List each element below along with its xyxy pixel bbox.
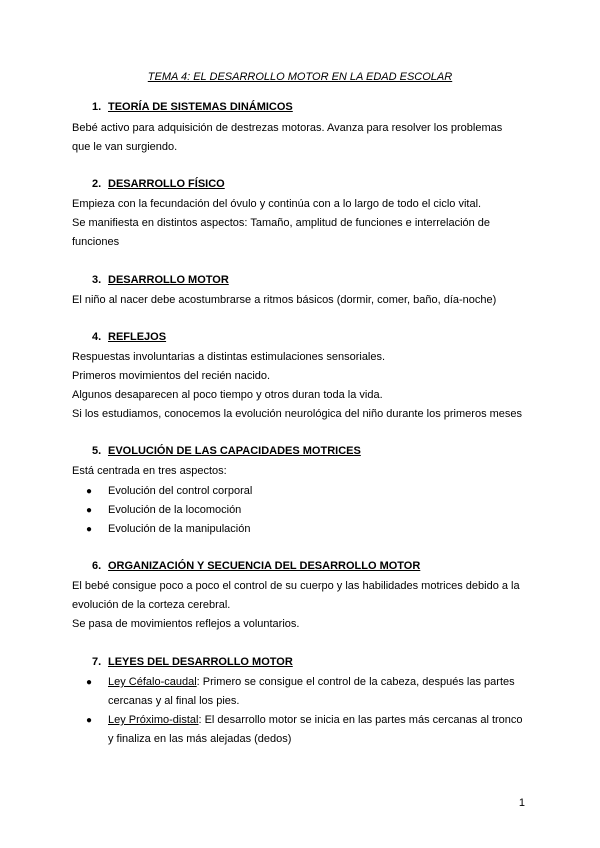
paragraph-line: El bebé consigue poco a poco el control de su cuerpo y las habilidades motrices debido a la xyxy=(72,580,520,592)
law-term: Ley Céfalo-caudal xyxy=(108,676,197,688)
paragraph-line: Empieza con la fecundación del óvulo y continúa con a lo largo de todo el ciclo vital. xyxy=(72,198,482,210)
section-title: EVOLUCIÓN DE LAS CAPACIDADES MOTRICES xyxy=(108,445,361,457)
paragraph-line: evolución de la corteza cerebral. xyxy=(72,599,231,611)
paragraph-line: que le van surgiendo. xyxy=(72,141,178,153)
law-description-cont: y finaliza en las más alejadas (dedos) xyxy=(108,733,292,745)
paragraph-line: Se manifiesta en distintos aspectos: Tamaño, amplitud de funciones e interrelación de xyxy=(72,217,491,229)
paragraph-line: Algunos desaparecen al poco tiempo y otros duran toda la vida. xyxy=(72,389,383,401)
section-number: 3. xyxy=(92,274,102,286)
paragraph-line: Si los estudiamos, conocemos la evolución neurológica del niño durante los primeros meses xyxy=(72,408,523,420)
list-item-text: Evolución del control corporal xyxy=(108,485,253,497)
list-item-text: Evolución de la manipulación xyxy=(108,523,251,535)
paragraph-line: Primeros movimientos del recién nacido. xyxy=(72,370,271,382)
section-number: 1. xyxy=(92,101,102,113)
bullet-icon: ● xyxy=(86,505,93,516)
section-title: DESARROLLO MOTOR xyxy=(108,274,229,286)
section-number: 7. xyxy=(92,656,102,668)
paragraph-line: Respuestas involuntarias a distintas estimulaciones sensoriales. xyxy=(72,351,386,363)
law-description: : Primero se consigue el control de la cabeza, después las partes xyxy=(196,676,515,688)
paragraph-line: funciones xyxy=(72,236,120,248)
law-term: Ley Próximo-distal xyxy=(108,714,199,726)
paragraph-line: Bebé activo para adquisición de destrezas motoras. Avanza para resolver los problemas xyxy=(72,122,503,134)
bullet-icon: ● xyxy=(86,524,93,535)
section-title: TEORÍA DE SISTEMAS DINÁMICOS xyxy=(108,101,293,113)
document-title: TEMA 4: EL DESARROLLO MOTOR EN LA EDAD ESCOLAR xyxy=(147,71,453,83)
page-number: 1 xyxy=(518,797,525,809)
list-item-text: Evolución de la locomoción xyxy=(108,504,242,516)
law-description-cont: cercanas y al final los pies. xyxy=(108,695,240,707)
law-description: : El desarrollo motor se inicia en las partes más cercanas al tronco xyxy=(198,714,523,726)
bullet-icon: ● xyxy=(86,486,93,497)
paragraph-line: Se pasa de movimientos reflejos a voluntarios. xyxy=(72,618,300,630)
section-title: LEYES DEL DESARROLLO MOTOR xyxy=(108,656,293,668)
paragraph-line: Está centrada en tres aspectos: xyxy=(72,465,227,477)
bullet-icon: ● xyxy=(86,715,93,726)
section-title: ORGANIZACIÓN Y SECUENCIA DEL DESARROLLO MOTOR xyxy=(108,560,421,572)
section-title: REFLEJOS xyxy=(108,331,167,343)
section-title: DESARROLLO FÍSICO xyxy=(108,178,225,190)
section-number: 2. xyxy=(92,178,102,190)
section-number: 6. xyxy=(92,560,102,572)
bullet-icon: ● xyxy=(86,677,93,688)
section-number: 4. xyxy=(92,331,102,343)
section-number: 5. xyxy=(92,445,102,457)
paragraph-line: El niño al nacer debe acostumbrarse a ritmos básicos (dormir, comer, baño, día-noche) xyxy=(72,294,497,306)
